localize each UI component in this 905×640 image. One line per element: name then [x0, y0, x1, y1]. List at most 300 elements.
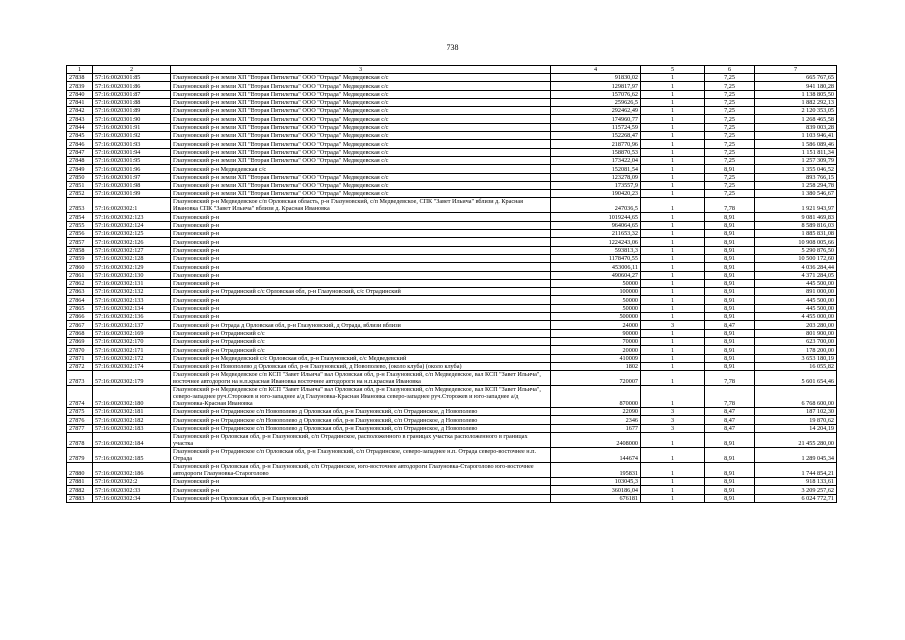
category-code: 1	[641, 165, 705, 173]
cadastral-value: 5 601 654,46	[755, 371, 837, 386]
cadastral-value: 16 055,82	[755, 362, 837, 370]
cadastral-value: 1 289 045,34	[755, 447, 837, 462]
category-code: 1	[641, 148, 705, 156]
location-description: Глазуновский р-н земли ХП "Вторая Пятилетка" ООО "Отрада" Медведевская с/с	[171, 98, 551, 106]
category-code: 1	[641, 181, 705, 189]
specific-value: 8,91	[705, 263, 755, 271]
table-row	[67, 288, 837, 296]
cadastral-value: 1 882 292,13	[755, 98, 837, 106]
cadastral-number: 57:16:0020302:129	[93, 263, 171, 271]
row-number: 27839	[67, 82, 93, 90]
row-number: 27881	[67, 477, 93, 485]
column-header: 2	[93, 66, 171, 74]
category-code: 1	[641, 246, 705, 254]
table-row	[67, 304, 837, 312]
table-row	[67, 371, 837, 386]
location-description: Глазуновский р-н Отрадинское с/п Орловская обл, р-н Глазуновский, с/п Отрадинское, северо-западнее н.п. Отрада северо-восточнее н.п. Отрада	[171, 447, 551, 462]
table-row	[67, 98, 837, 106]
area-value: 158870,53	[551, 148, 641, 156]
cadastral-number: 57:16:0020301:85	[93, 74, 171, 82]
column-header: 3	[171, 66, 551, 74]
location-description: Глазуновский р-н	[171, 279, 551, 287]
category-code: 1	[641, 90, 705, 98]
specific-value: 7,78	[705, 198, 755, 213]
location-description: Глазуновский р-н Медведевская с/с	[171, 165, 551, 173]
cadastral-value: 918 133,61	[755, 477, 837, 485]
table-row	[67, 296, 837, 304]
location-description: Глазуновский р-н	[171, 296, 551, 304]
cadastral-value: 893 766,15	[755, 173, 837, 181]
area-value: 91830,02	[551, 74, 641, 82]
area-value: 292462,49	[551, 107, 641, 115]
cadastral-number: 57:16:0020302:182	[93, 416, 171, 424]
category-code: 1	[641, 115, 705, 123]
location-description: Глазуновский р-н	[171, 313, 551, 321]
specific-value: 8,91	[705, 337, 755, 345]
area-value: 676181	[551, 494, 641, 502]
table-row	[67, 271, 837, 279]
row-number: 27852	[67, 190, 93, 198]
column-header: 5	[641, 66, 705, 74]
cadastral-value: 445 500,00	[755, 296, 837, 304]
cadastral-value: 1 268 465,58	[755, 115, 837, 123]
cadastral-value: 10 908 005,66	[755, 238, 837, 246]
cadastral-value: 445 500,00	[755, 279, 837, 287]
location-description: Глазуновский р-н	[171, 238, 551, 246]
category-code: 1	[641, 82, 705, 90]
area-value: 144674	[551, 447, 641, 462]
row-number: 27842	[67, 107, 93, 115]
specific-value: 8,91	[705, 329, 755, 337]
cadastral-number: 57:16:0020301:86	[93, 82, 171, 90]
category-code: 1	[641, 213, 705, 221]
row-number: 27857	[67, 238, 93, 246]
area-value: 50000	[551, 304, 641, 312]
table-row	[67, 156, 837, 164]
location-description: Глазуновский р-н	[171, 221, 551, 229]
location-description: Глазуновский р-н	[171, 246, 551, 254]
cadastral-value: 4 371 284,05	[755, 271, 837, 279]
row-number: 27853	[67, 198, 93, 213]
category-code: 1	[641, 132, 705, 140]
row-number: 27868	[67, 329, 93, 337]
row-number: 27838	[67, 74, 93, 82]
specific-value: 8,91	[705, 462, 755, 477]
row-number: 27855	[67, 221, 93, 229]
location-description: Глазуновский р-н земли ХП "Вторая Пятилетка" ООО "Отрада" Медведевская с/с	[171, 190, 551, 198]
area-value: 129817,97	[551, 82, 641, 90]
cadastral-number: 57:16:0020302:179	[93, 371, 171, 386]
specific-value: 8,91	[705, 165, 755, 173]
cadastral-value: 187 102,30	[755, 408, 837, 416]
row-number: 27859	[67, 254, 93, 262]
category-code: 1	[641, 486, 705, 494]
table-row	[67, 279, 837, 287]
cadastral-value: 4 455 000,00	[755, 313, 837, 321]
cadastral-number: 57:16:0020301:88	[93, 98, 171, 106]
table-row	[67, 173, 837, 181]
location-description: Глазуновский р-н	[171, 213, 551, 221]
cadastral-number: 57:16:0020301:93	[93, 140, 171, 148]
cadastral-number: 57:16:0020301:89	[93, 107, 171, 115]
table-row	[67, 408, 837, 416]
cadastral-number: 57:16:0020302:33	[93, 486, 171, 494]
category-code: 1	[641, 230, 705, 238]
area-value: 115724,59	[551, 123, 641, 131]
cadastral-value: 1 744 854,21	[755, 462, 837, 477]
cadastral-value: 3 653 180,19	[755, 354, 837, 362]
area-value: 1224243,06	[551, 238, 641, 246]
cadastral-value: 21 455 280,00	[755, 432, 837, 447]
location-description: Глазуновский р-н Медведевское с/п КСП "Завет Ильича" вал Орловская обл, р-н Глазуновский, с/п Медведевское, вал КСП "Завет Ильича", северо-западнее руч.Сторожев и юго-западнее а/д Глазуновка-Красная Ивановка северо-западнее руч.Сторожев и юго-западнее а/д Глазуновка-Красная Ивановка	[171, 386, 551, 408]
cadastral-value: 801 900,00	[755, 329, 837, 337]
specific-value: 7,25	[705, 156, 755, 164]
row-number: 27860	[67, 263, 93, 271]
column-header: 7	[755, 66, 837, 74]
cadastral-number: 57:16:0020301:97	[93, 173, 171, 181]
area-value: 24000	[551, 321, 641, 329]
cadastral-value: 1 586 089,46	[755, 140, 837, 148]
row-number: 27851	[67, 181, 93, 189]
category-code: 1	[641, 254, 705, 262]
area-value: 173422,04	[551, 156, 641, 164]
table-row	[67, 447, 837, 462]
location-description: Глазуновский р-н	[171, 304, 551, 312]
cadastral-number: 57:16:0020302:172	[93, 354, 171, 362]
cadastral-value: 665 767,65	[755, 74, 837, 82]
cadastral-value: 1 921 943,97	[755, 198, 837, 213]
location-description: Глазуновский р-н Отрадинское с/п Новополево д Орловская обл, р-н Глазуновский, с/п Отрадинское, д Новополево	[171, 424, 551, 432]
cadastral-value: 891 000,00	[755, 288, 837, 296]
area-value: 70000	[551, 337, 641, 345]
cadastral-number: 57:16:0020302:183	[93, 424, 171, 432]
category-code: 1	[641, 156, 705, 164]
area-value: 1802	[551, 362, 641, 370]
cadastral-value: 5 290 876,50	[755, 246, 837, 254]
specific-value: 7,25	[705, 190, 755, 198]
row-number: 27854	[67, 213, 93, 221]
specific-value: 7,25	[705, 132, 755, 140]
area-value: 259626,5	[551, 98, 641, 106]
cadastral-number: 57:16:0020302:170	[93, 337, 171, 345]
specific-value: 8,91	[705, 494, 755, 502]
cadastral-number: 57:16:0020302:181	[93, 408, 171, 416]
cadastral-number: 57:16:0020302:180	[93, 386, 171, 408]
cadastral-value: 1 258 294,78	[755, 181, 837, 189]
area-value: 218770,96	[551, 140, 641, 148]
cadastral-number: 57:16:0020302:124	[93, 221, 171, 229]
table-row	[67, 263, 837, 271]
cadastral-number: 57:16:0020302:123	[93, 213, 171, 221]
specific-value: 8,91	[705, 346, 755, 354]
location-description: Глазуновский р-н земли ХП "Вторая Пятилетка" ООО "Отрада" Медведевская с/с	[171, 82, 551, 90]
table-row	[67, 346, 837, 354]
category-code: 1	[641, 173, 705, 181]
table-row	[67, 115, 837, 123]
location-description: Глазуновский р-н Отрада д Орловская обл, р-н Глазуновский, д Отрада, вблизи вблизи	[171, 321, 551, 329]
category-code: 1	[641, 123, 705, 131]
table-row	[67, 165, 837, 173]
area-value: 2408000	[551, 432, 641, 447]
cadastral-value: 445 500,00	[755, 304, 837, 312]
category-code: 1	[641, 263, 705, 271]
specific-value: 8,91	[705, 354, 755, 362]
cadastral-number: 57:16:0020302:127	[93, 246, 171, 254]
specific-value: 8,91	[705, 486, 755, 494]
location-description: Глазуновский р-н Медведевский с/с Орловская обл, р-н Глазуновский, с/с Медведевский	[171, 354, 551, 362]
category-code: 3	[641, 321, 705, 329]
row-number: 27878	[67, 432, 93, 447]
category-code: 1	[641, 354, 705, 362]
cadastral-number: 57:16:0020302:169	[93, 329, 171, 337]
table-row	[67, 190, 837, 198]
location-description: Глазуновский р-н Новополево д Орловская обл, р-н Глазуновский, д Новополево, (около клуба) (около клуба)	[171, 362, 551, 370]
area-value: 50000	[551, 279, 641, 287]
row-number: 27880	[67, 462, 93, 477]
category-code: 1	[641, 494, 705, 502]
cadastral-number: 57:16:0020302:1	[93, 198, 171, 213]
location-description: Глазуновский р-н земли ХП "Вторая Пятилетка" ООО "Отрада" Медведевская с/с	[171, 132, 551, 140]
table-row	[67, 337, 837, 345]
area-value: 103045,3	[551, 477, 641, 485]
cadastral-number: 57:16:0020302:174	[93, 362, 171, 370]
table-row	[67, 123, 837, 131]
cadastral-value: 1 257 309,79	[755, 156, 837, 164]
table-row	[67, 213, 837, 221]
location-description: Глазуновский р-н Орловская обл, р-н Глазуновский	[171, 494, 551, 502]
area-value: 720007	[551, 371, 641, 386]
location-description: Глазуновский р-н Отрадинский с/с	[171, 337, 551, 345]
area-value: 1178470,55	[551, 254, 641, 262]
cadastral-value: 839 003,28	[755, 123, 837, 131]
table-row	[67, 107, 837, 115]
specific-value: 7,78	[705, 371, 755, 386]
row-number: 27866	[67, 313, 93, 321]
specific-value: 8,91	[705, 279, 755, 287]
cadastral-value: 6 768 600,00	[755, 386, 837, 408]
cadastral-value: 4 036 284,44	[755, 263, 837, 271]
location-description: Глазуновский р-н земли ХП "Вторая Пятилетка" ООО "Отрада" Медведевская с/с	[171, 90, 551, 98]
page-number: 738	[446, 43, 459, 52]
specific-value: 8,91	[705, 254, 755, 262]
category-code: 1	[641, 288, 705, 296]
cadastral-value: 19 870,62	[755, 416, 837, 424]
specific-value: 8,91	[705, 477, 755, 485]
specific-value: 8,47	[705, 424, 755, 432]
row-number: 27867	[67, 321, 93, 329]
location-description: Глазуновский р-н Отрадинское с/п Новополево д Орловская обл, р-н Глазуновский, с/п Отрадинское, д Новополево	[171, 408, 551, 416]
row-number: 27876	[67, 416, 93, 424]
category-code: 1	[641, 98, 705, 106]
table-row	[67, 181, 837, 189]
category-code: 3	[641, 416, 705, 424]
specific-value: 8,47	[705, 321, 755, 329]
location-description: Глазуновский р-н	[171, 271, 551, 279]
cadastral-value: 623 700,00	[755, 337, 837, 345]
row-number: 27869	[67, 337, 93, 345]
row-number: 27874	[67, 386, 93, 408]
specific-value: 8,47	[705, 416, 755, 424]
table-row	[67, 432, 837, 447]
category-code: 1	[641, 238, 705, 246]
category-code: 1	[641, 386, 705, 408]
category-code: 1	[641, 190, 705, 198]
table-row	[67, 238, 837, 246]
cadastral-number: 57:16:0020302:171	[93, 346, 171, 354]
category-code: 1	[641, 371, 705, 386]
table-row	[67, 221, 837, 229]
cadastral-number: 57:16:0020302:132	[93, 288, 171, 296]
table-row	[67, 140, 837, 148]
table-row	[67, 462, 837, 477]
table-row	[67, 416, 837, 424]
table-row	[67, 198, 837, 213]
row-number: 27862	[67, 279, 93, 287]
cadastral-number: 57:16:0020301:90	[93, 115, 171, 123]
cadastral-value: 941 180,28	[755, 82, 837, 90]
category-code: 1	[641, 279, 705, 287]
cadastral-number: 57:16:0020302:136	[93, 313, 171, 321]
cadastral-value: 6 024 772,71	[755, 494, 837, 502]
cadastral-number: 57:16:0020302:134	[93, 304, 171, 312]
area-value: 190420,23	[551, 190, 641, 198]
row-number: 27864	[67, 296, 93, 304]
column-header: 4	[551, 66, 641, 74]
row-number: 27875	[67, 408, 93, 416]
category-code: 1	[641, 296, 705, 304]
cadastral-number: 57:16:0020302:137	[93, 321, 171, 329]
area-value: 152268,47	[551, 132, 641, 140]
area-value: 20000	[551, 346, 641, 354]
area-value: 211653,32	[551, 230, 641, 238]
row-number: 27843	[67, 115, 93, 123]
cadastral-number: 57:16:0020302:186	[93, 462, 171, 477]
category-code: 1	[641, 447, 705, 462]
area-value: 50000	[551, 296, 641, 304]
location-description: Глазуновский р-н	[171, 486, 551, 494]
location-description: Глазуновский р-н земли ХП "Вторая Пятилетка" ООО "Отрада" Медведевская с/с	[171, 74, 551, 82]
specific-value: 7,25	[705, 115, 755, 123]
category-code: 1	[641, 346, 705, 354]
area-value: 1019244,65	[551, 213, 641, 221]
area-value: 157076,62	[551, 90, 641, 98]
specific-value: 8,91	[705, 432, 755, 447]
cadastral-number: 57:16:0020301:87	[93, 90, 171, 98]
row-number: 27849	[67, 165, 93, 173]
row-number: 27861	[67, 271, 93, 279]
location-description: Глазуновский р-н земли ХП "Вторая Пятилетка" ООО "Отрада" Медведевская с/с	[171, 140, 551, 148]
specific-value: 7,78	[705, 386, 755, 408]
table-row	[67, 486, 837, 494]
cadastral-number: 57:16:0020302:125	[93, 230, 171, 238]
cadastral-value: 1 138 805,50	[755, 90, 837, 98]
specific-value: 7,25	[705, 82, 755, 90]
location-description: Глазуновский р-н земли ХП "Вторая Пятилетка" ООО "Отрада" Медведевская с/с	[171, 148, 551, 156]
column-numbers-row	[67, 66, 837, 74]
specific-value: 8,91	[705, 296, 755, 304]
location-description: Глазуновский р-н Медведевское с/п Орловская область, р-н Глазуновский, с/п Медведевское, СПК "Завет Ильича" вблизи д. Красная Ивановка СПК "Завет Ильича" вблизи д. Красная Ивановка	[171, 198, 551, 213]
area-value: 870000	[551, 386, 641, 408]
specific-value: 8,91	[705, 362, 755, 370]
location-description: Глазуновский р-н Отрадинское с/п Новополево д Орловская обл, р-н Глазуновский, с/п Отрадинское, д Новополево	[171, 416, 551, 424]
cadastral-number: 57:16:0020302:133	[93, 296, 171, 304]
specific-value: 7,25	[705, 181, 755, 189]
row-number: 27848	[67, 156, 93, 164]
table-row	[67, 148, 837, 156]
specific-value: 8,91	[705, 304, 755, 312]
table-row	[67, 254, 837, 262]
column-header: 1	[67, 66, 93, 74]
cadastral-number: 57:16:0020302:131	[93, 279, 171, 287]
area-value: 500000	[551, 313, 641, 321]
table-row	[67, 246, 837, 254]
category-code: 1	[641, 140, 705, 148]
area-value: 453006,11	[551, 263, 641, 271]
column-header: 6	[705, 66, 755, 74]
row-number: 27882	[67, 486, 93, 494]
cadastral-number: 57:16:0020301:98	[93, 181, 171, 189]
cadastral-number: 57:16:0020302:185	[93, 447, 171, 462]
row-number: 27863	[67, 288, 93, 296]
area-value: 123278,09	[551, 173, 641, 181]
specific-value: 7,25	[705, 74, 755, 82]
category-code: 1	[641, 271, 705, 279]
area-value: 964064,65	[551, 221, 641, 229]
category-code: 1	[641, 107, 705, 115]
specific-value: 8,91	[705, 213, 755, 221]
specific-value: 8,47	[705, 408, 755, 416]
cadastral-value: 14 204,19	[755, 424, 837, 432]
row-number: 27877	[67, 424, 93, 432]
cadastral-value: 1 380 546,67	[755, 190, 837, 198]
category-code: 1	[641, 477, 705, 485]
cadastral-number: 57:16:0020302:130	[93, 271, 171, 279]
specific-value: 7,25	[705, 140, 755, 148]
location-description: Глазуновский р-н земли ХП "Вторая Пятилетка" ООО "Отрада" Медведевская с/с	[171, 156, 551, 164]
specific-value: 8,91	[705, 447, 755, 462]
cadastral-value: 1 355 046,52	[755, 165, 837, 173]
location-description: Глазуновский р-н Отрадинский с/с	[171, 346, 551, 354]
category-code: 3	[641, 408, 705, 416]
row-number: 27870	[67, 346, 93, 354]
cadastral-value: 9 081 469,83	[755, 213, 837, 221]
table-row	[67, 74, 837, 82]
cadastral-number: 57:16:0020301:92	[93, 132, 171, 140]
location-description: Глазуновский р-н Орловская обл, р-н Глазуновский, с/п Отрадинское, расположенного в границах участка расположенного в границах участка	[171, 432, 551, 447]
table-row	[67, 477, 837, 485]
table-row	[67, 494, 837, 502]
area-value: 90000	[551, 329, 641, 337]
row-number: 27845	[67, 132, 93, 140]
table-row	[67, 354, 837, 362]
category-code: 1	[641, 337, 705, 345]
area-value: 22090	[551, 408, 641, 416]
area-value: 100000	[551, 288, 641, 296]
category-code: 1	[641, 313, 705, 321]
area-value: 174960,77	[551, 115, 641, 123]
cadastral-value: 2 120 353,05	[755, 107, 837, 115]
location-description: Глазуновский р-н Отрадинский с/с	[171, 329, 551, 337]
row-number: 27879	[67, 447, 93, 462]
cadastral-number: 57:16:0020302:128	[93, 254, 171, 262]
area-value: 410009	[551, 354, 641, 362]
specific-value: 7,25	[705, 107, 755, 115]
row-number: 27847	[67, 148, 93, 156]
row-number: 27846	[67, 140, 93, 148]
area-value: 490604,27	[551, 271, 641, 279]
row-number: 27844	[67, 123, 93, 131]
cadastral-value: 3 209 257,62	[755, 486, 837, 494]
